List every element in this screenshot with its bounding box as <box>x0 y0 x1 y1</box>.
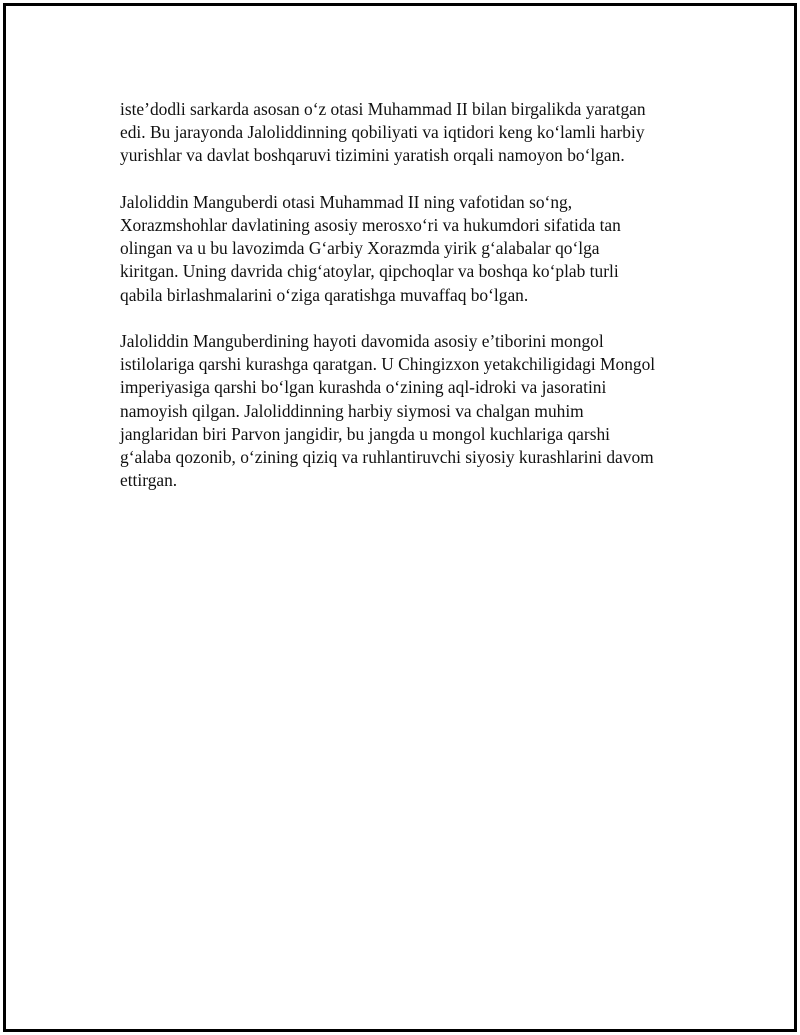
page-frame <box>3 3 797 1032</box>
paragraph-line: namoyish qilgan. Jaloliddinning harbiy siymosi va chalgan muhim <box>120 400 584 421</box>
paragraph-2 <box>120 191 710 307</box>
paragraph-line: iste’dodli sarkarda asosan o‘z otasi Muhammad II bilan birgalikda yaratgan <box>120 99 646 119</box>
paragraph-3 <box>120 330 710 492</box>
paragraph-line: edi. Bu jarayonda Jaloliddinning qobiliyati va iqtidori keng ko‘lamli harbiy <box>120 122 645 143</box>
paragraph-line: istilolariga qarshi kurashga qaratgan. U Chingizxon yetakchiligidagi Mongol <box>120 354 656 375</box>
paragraph-line: janglaridan biri Parvon jangidir, bu jangda u mongol kuchlariga qarshi <box>120 423 610 444</box>
paragraph-line: yurishlar va davlat boshqaruvi tizimini yaratish orqali namoyon bo‘lgan. <box>120 145 625 166</box>
paragraph-line: Jaloliddin Manguberdining hayoti davomida asosiy e’tiborini mongol <box>120 331 604 351</box>
paragraph-line: ettirgan. <box>120 470 178 491</box>
document-body <box>120 98 710 516</box>
paragraph-line: imperiyasiga qarshi bo‘lgan kurashda o‘zining aql-idroki va jasoratini <box>120 377 607 398</box>
paragraph-line: Xorazmshohlar davlatining asosiy merosxo‘ri va hukumdori sifatida tan <box>120 215 621 235</box>
paragraph-line: g‘alaba qozonib, o‘zining qiziq va ruhlantiruvchi siyosiy kurashlarini davom <box>120 447 654 468</box>
paragraph-line: Jaloliddin Manguberdi otasi Muhammad II ning vafotidan so‘ng, <box>120 191 573 212</box>
paragraph-line: olingan va u bu lavozimda G‘arbiy Xorazmda yirik g‘alabalar qo‘lga <box>120 238 600 259</box>
paragraph-line: kiritgan. Uning davrida chig‘atoylar, qipchoqlar va boshqa ko‘plab turli <box>120 261 619 282</box>
paragraph-1 <box>120 98 710 168</box>
paragraph-line: qabila birlashmalarini o‘ziga qaratishga muvaffaq bo‘lgan. <box>120 284 529 305</box>
